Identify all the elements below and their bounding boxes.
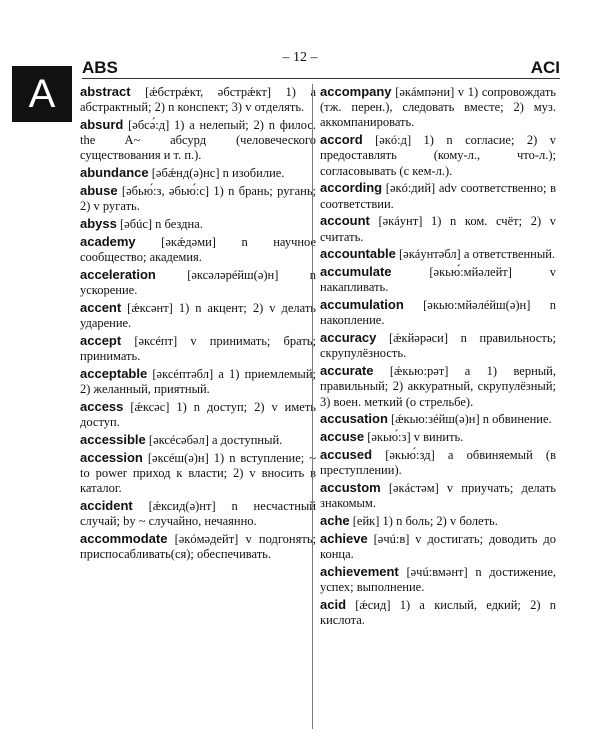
entry-definition: [ǝкью́:з] v винить. (364, 430, 464, 445)
entry-headword: accused (320, 447, 373, 462)
entry-headword: accept (80, 332, 122, 348)
entry-definition: [ǝкǽдǝми] n научное сообщество; академия. (80, 234, 316, 264)
entry-headword: accompany (320, 84, 392, 99)
dictionary-entry (80, 333, 316, 364)
dictionary-entry (80, 183, 316, 214)
entry-definition: [ǽкью:зéйш(ǝ)н] n обвинение. (387, 412, 552, 427)
entry-headword: abyss (80, 216, 117, 231)
entry-definition: [ǝкáстǝм] v приучать; делать знакомым. (320, 481, 556, 511)
header-rule (82, 78, 560, 79)
entry-definition: [ǝкó:дий] adv соответственно; в соответствии. (320, 181, 556, 211)
dictionary-entry (320, 264, 556, 295)
dictionary-entry (320, 84, 556, 131)
entry-definition: [ǽкью:рǝт] a 1) верный, правильный; 2) аккуратный, скрупулёзный; 3) воен. меткий (о стрельбе). (320, 364, 556, 409)
dictionary-entry (80, 450, 316, 497)
entry-headword: acid (320, 596, 347, 612)
entry-headword: account (320, 213, 370, 229)
dictionary-entry (80, 366, 316, 397)
entry-headword: access (80, 398, 124, 414)
dictionary-entry (80, 165, 316, 181)
dictionary-entry (80, 300, 316, 331)
dictionary-entry (80, 234, 316, 265)
entry-headword: accessible (80, 431, 146, 447)
left-column (80, 84, 316, 564)
entry-definition: [ǽбстрǽкт, ǝбстрǽкт] 1) a абстрактный; 2) n конспект; 3) v отделять. (80, 85, 316, 115)
dictionary-entry (80, 432, 316, 448)
entry-definition: [ǝбсǝ́:д] 1) a нелепый; 2) n филос. the A~ абсурд (человеческого существования и т. п.). (80, 118, 316, 163)
entry-definition: [ǽсид] 1) a кислый, едкий; 2) n кислота. (320, 597, 556, 627)
entry-definition: [ǝбǽнд(ǝ)нс] n изобилие. (148, 166, 285, 181)
entry-definition: [ǽксǝс] 1) n доступ; 2) v иметь доступ. (80, 399, 316, 429)
entry-definition: [ǝкью́:зд] a обвиняемый (в преступлении). (320, 448, 556, 478)
entry-definition: [ǝбью́:з, ǝбью́:с] 1) n брань; ругань; 2) v ругать. (80, 184, 316, 214)
dictionary-entry (320, 246, 556, 262)
entry-definition: [ǽкйǝрǝси] n правильность; скрупулёзность. (320, 331, 556, 361)
page-number: – 12 – (282, 50, 318, 65)
entry-headword: achieve (320, 530, 368, 546)
dictionary-entry (320, 132, 556, 179)
dictionary-entry (80, 498, 316, 529)
entry-headword: accumulate (320, 264, 392, 280)
entry-headword: accent (80, 299, 122, 315)
entry-headword: acceptable (80, 365, 148, 381)
entry-definition: [ǝксéш(ǝ)н] 1) n вступление; ~ to power приход к власти; 2) v вносить в каталог. (80, 450, 316, 495)
entry-definition: [ǝксéсǝбǝл] a доступный. (145, 432, 283, 447)
entry-definition: [ǝксéпт] v принимать; брать; принимать. (80, 333, 316, 363)
entry-headword: accurate (320, 363, 374, 379)
dictionary-entry (80, 399, 316, 430)
dictionary-entry (320, 513, 556, 529)
entry-definition: [ǝкáмпǝни] v 1) сопровождать (тж. перен.), следовать вместе; 2) муз. аккомпанировать. (320, 85, 556, 130)
entry-definition: [ейк] 1) n боль; 2) v болеть. (349, 514, 498, 528)
entry-headword: accession (80, 449, 143, 465)
entry-headword: accuracy (320, 330, 377, 346)
entry-definition: [ǝкó:д] 1) n согласие; 2) v предоставлять (кому-л., что-л.); согласовывать (с кем-л.). (320, 133, 556, 178)
entry-headword: accuse (320, 429, 365, 445)
dictionary-entry (320, 411, 556, 427)
left-guide-word: ABS (82, 58, 118, 77)
entry-headword: accusation (320, 411, 388, 427)
dictionary-entry (320, 180, 556, 211)
entry-definition: [ǝкью́:мйǝлейт] v накапливать. (320, 265, 556, 295)
entry-headword: accident (80, 497, 133, 513)
entry-headword: academy (80, 233, 136, 249)
entry-headword: achievement (320, 563, 399, 579)
dictionary-entry (320, 480, 556, 511)
entry-definition: [ǽксид(ǝ)нт] n несчастный случай; by ~ случайно, нечаянно. (80, 498, 316, 528)
entry-headword: abstract (80, 84, 131, 99)
right-guide-word: ACI (530, 58, 560, 77)
entry-definition: [ǽксǝнт] 1) n акцент; 2) v делать ударение. (80, 300, 316, 330)
entry-definition: [ǝксǝлǝрéйш(ǝ)н] n ускорение. (80, 267, 316, 297)
dictionary-entry (320, 531, 556, 562)
dictionary-entry (80, 84, 316, 115)
entry-definition: [ǝкáунт] 1) n ком. счёт; 2) v считать. (320, 214, 556, 244)
dictionary-entry (320, 297, 556, 328)
dictionary-entry (320, 213, 556, 244)
dictionary-entry (80, 531, 316, 562)
entry-definition: [ǝчú:в] v достигать; доводить до конца. (320, 531, 556, 561)
entry-headword: ache (320, 513, 350, 528)
entry-headword: according (320, 180, 383, 196)
dictionary-entry (80, 117, 316, 164)
entry-definition: [ǝкóмǝдейт] v подгонять; приспосабливать(ся); обеспечивать. (80, 531, 316, 561)
entry-headword: abuse (80, 183, 118, 198)
entry-headword: acceleration (80, 266, 156, 282)
section-letter-tab: A (12, 66, 72, 122)
entry-definition: [ǝбúс] n бездна. (116, 217, 203, 231)
entry-headword: accord (320, 132, 363, 148)
entry-definition: [ǝчú:вмǝнт] n достижение, успех; выполнение. (320, 564, 556, 594)
entry-definition: [ǝкью:мйǝлéйш(ǝ)н] n накопление. (320, 298, 556, 328)
entry-headword: accommodate (80, 530, 168, 546)
dictionary-entry (320, 447, 556, 478)
entry-definition: [ǝкáунтǝбл] a ответственный. (395, 247, 556, 262)
right-column (320, 84, 556, 630)
entry-headword: accountable (320, 246, 396, 262)
dictionary-entry (320, 564, 556, 595)
dictionary-entry (320, 363, 556, 410)
entry-headword: accumulation (320, 297, 404, 313)
dictionary-entry (80, 267, 316, 298)
column-divider (312, 84, 313, 729)
dictionary-entry (320, 429, 556, 445)
entry-headword: abundance (80, 165, 149, 181)
dictionary-entry (320, 330, 556, 361)
dictionary-entry (80, 216, 316, 232)
dictionary-entry (320, 597, 556, 628)
entry-headword: accustom (320, 480, 381, 495)
entry-headword: absurd (80, 117, 124, 132)
entry-definition: [ǝксéптǝбл] a 1) приемлемый; 2) желанный, приятный. (80, 366, 316, 396)
